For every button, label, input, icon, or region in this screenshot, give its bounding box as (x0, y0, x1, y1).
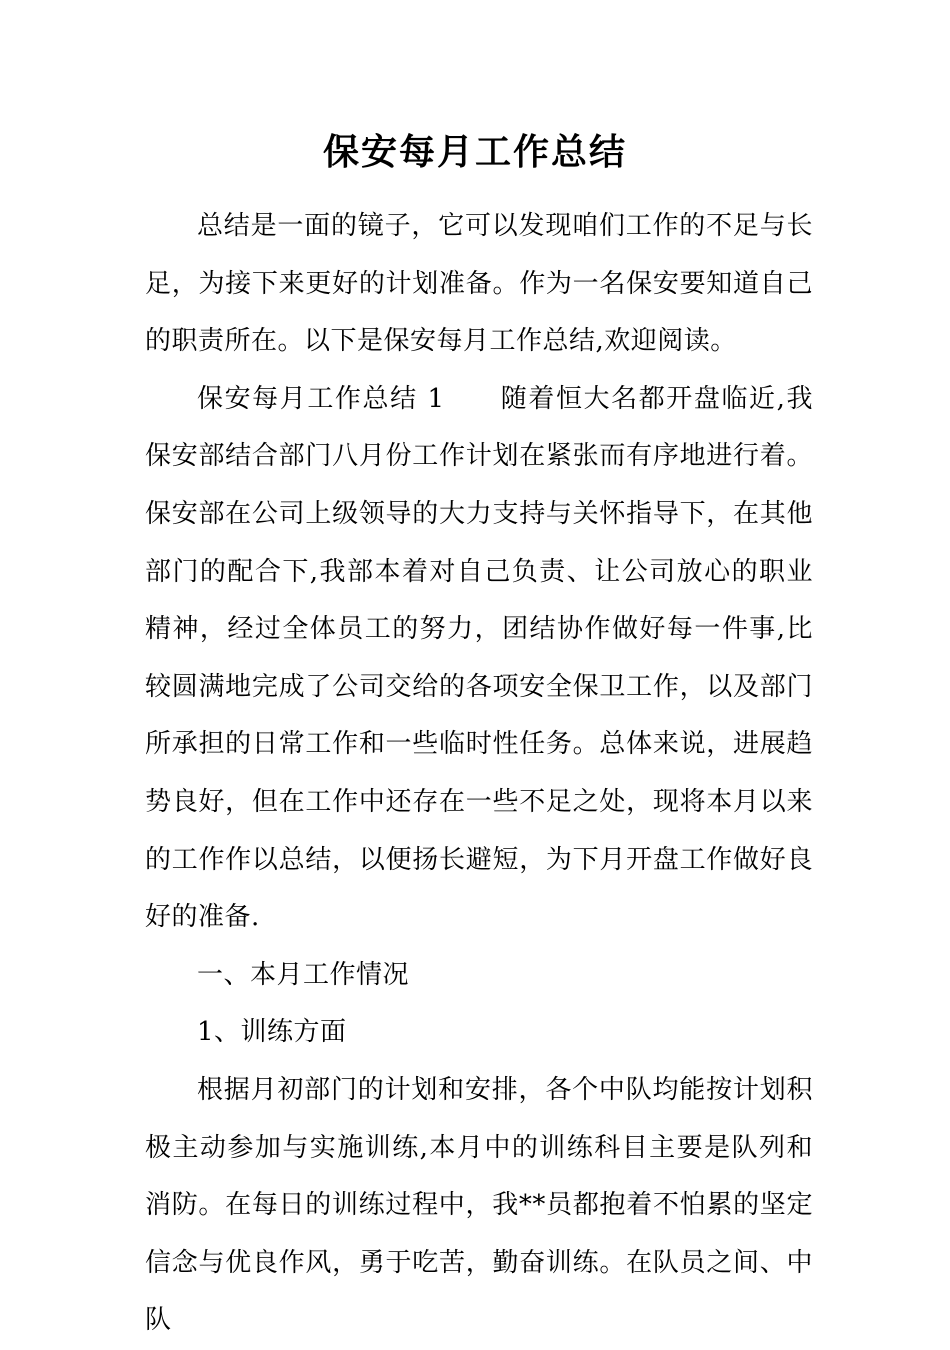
paragraph-training: 根据月初部门的计划和安排，各个中队均能按计划积极主动参加与实施训练,本月中的训练科目主要是队列和消防。在每日的训练过程中，我**员都抱着不怕累的坚定信念与优良作风，勇于吃苦，勤奋训练。在队员之间、中队 (145, 1074, 813, 1336)
document-body (145, 198, 813, 1350)
document-title: 保安每月工作总结 (322, 131, 627, 173)
paragraph-intro: 总结是一面的镜子，它可以发现咱们工作的不足与长足，为接下来更好的计划准备。作为一名保安要知道自己的职责所在。以下是保安每月工作总结,欢迎阅读。 (145, 211, 813, 357)
subsection-heading-training: 1、训练方面 (197, 1017, 347, 1048)
paragraph-summary-1: 保安每月工作总结 1 随着恒大名都开盘临近,我保安部结合部门八月份工作计划在紧张而有序地进行着。保安部在公司上级领导的大力支持与关怀指导下，在其他部门的配合下,我部本着对自己负责、让公司放心的职业精神，经过全体员工的努力，团结协作做好每一件事,比较圆满地完成了公司交给的各项安全保卫工作，以及部门所承担的日常工作和一些临时性任务。总体来说，进展趋势良好，但在工作中还存在一些不足之处，现将本月以来的工作作以总结，以便扬长避短，为下月开盘工作做好良好的准备. (145, 383, 813, 933)
section-heading-1: 一、本月工作情况 (197, 959, 410, 990)
